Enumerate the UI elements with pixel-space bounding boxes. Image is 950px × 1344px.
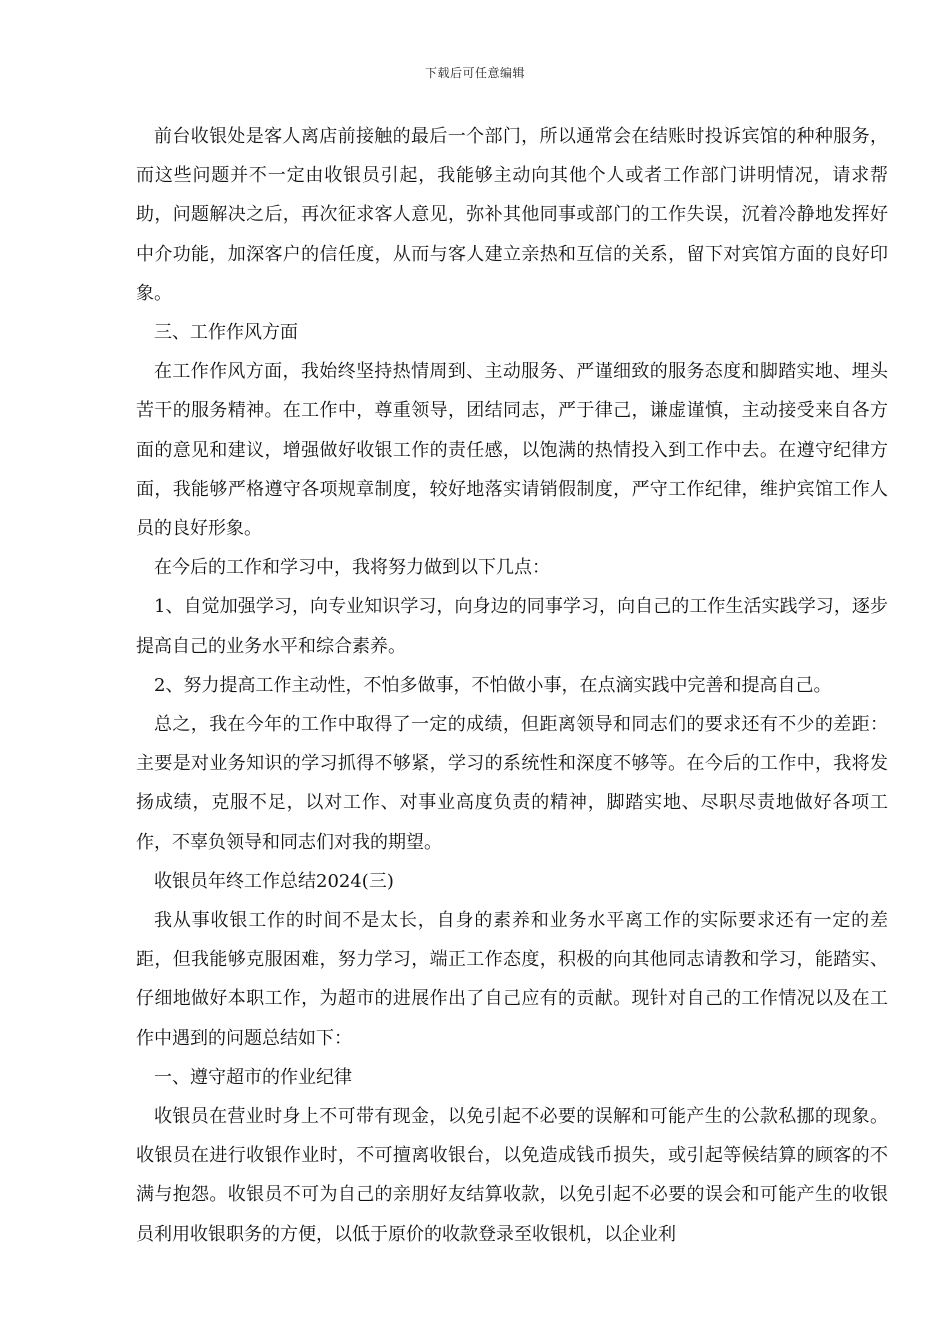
document-body [136, 117, 888, 1254]
paragraph-work-style: 在工作作风方面，我始终坚持热情周到、主动服务、严谨细致的服务态度和脚踏实地、埋头苦干的服务精神。在工作中，尊重领导，团结同志，严于律己，谦虚谨慎，主动接受来自各方面的意见和建议，增强做好收银工作的责任感，以饱满的热情投入到工作中去。在遵守纪律方面，我能够严格遵守各项规章制度，较好地落实请销假制度，严守工作纪律，维护宾馆工作人员的良好形象。 [136, 361, 888, 540]
page-header: 下载后可任意编辑 [424, 66, 525, 80]
paragraph-conclusion: 总之，我在今年的工作中取得了一定的成绩，但距离领导和同志们的要求还有不少的差距：主要是对业务知识的学习抓得不够紧，学习的系统性和深度不够等。在今后的工作中，我将发扬成绩，克服不足，以对工作、对事业高度负责的精神，脚踏实地、尽职尽责地做好各项工作，不辜负领导和同志们对我的期望。 [136, 714, 888, 853]
list-item-2: 2、努力提高工作主动性，不怕多做事，不怕做小事，在点滴实践中完善和提高自己。 [154, 674, 832, 696]
paragraph-service-conflict: 前台收银处是客人离店前接触的最后一个部门，所以通常会在结账时投诉宾馆的种种服务，而这些问题并不一定由收银员引起，我能够主动向其他个人或者工作部门讲明情况，请求帮助，问题解决之后，再次征求客人意见，弥补其他同事或部门的工作失误，沉着冷静地发挥好中介功能，加深客户的信任度，从而与客人建立亲热和互信的关系，留下对宾馆方面的良好印象。 [136, 126, 888, 304]
list-item-1: 1、自觉加强学习，向专业知识学习，向身边的同事学习，向自己的工作生活实践学习，逐步提高自己的业务水平和综合素养。 [136, 596, 888, 657]
paragraph-future-plan-intro: 在今后的工作和学习中，我将努力做到以下几点： [154, 557, 550, 579]
heading-work-style: 三、工作作风方面 [154, 322, 298, 344]
section-title-summary-3: 收银员年终工作总结2024(三) [154, 870, 394, 892]
paragraph-discipline: 收银员在营业时身上不可带有现金，以免引起不必要的误解和可能产生的公款私挪的现象。收银员在进行收银作业时，不可擅离收银台，以免造成钱币损失，或引起等候结算的顾客的不满与抱怨。收银员不可为自己的亲朋好友结算收款，以免引起不必要的误会和可能产生的收银员利用收银职务的方便，以低于原价的收款登录至收银机，以企业利 [136, 1106, 888, 1245]
heading-discipline: 一、遵守超市的作业纪律 [154, 1066, 352, 1088]
paragraph-intro-summary-3: 我从事收银工作的时间不是太长，自身的素养和业务水平离工作的实际要求还有一定的差距，但我能够克服困难，努力学习，端正工作态度，积极的向其他同志请教和学习，能踏实、仔细地做好本职工作，为超市的进展作出了自己应有的贡献。现针对自己的工作情况以及在工作中遇到的问题总结如下： [136, 910, 888, 1049]
